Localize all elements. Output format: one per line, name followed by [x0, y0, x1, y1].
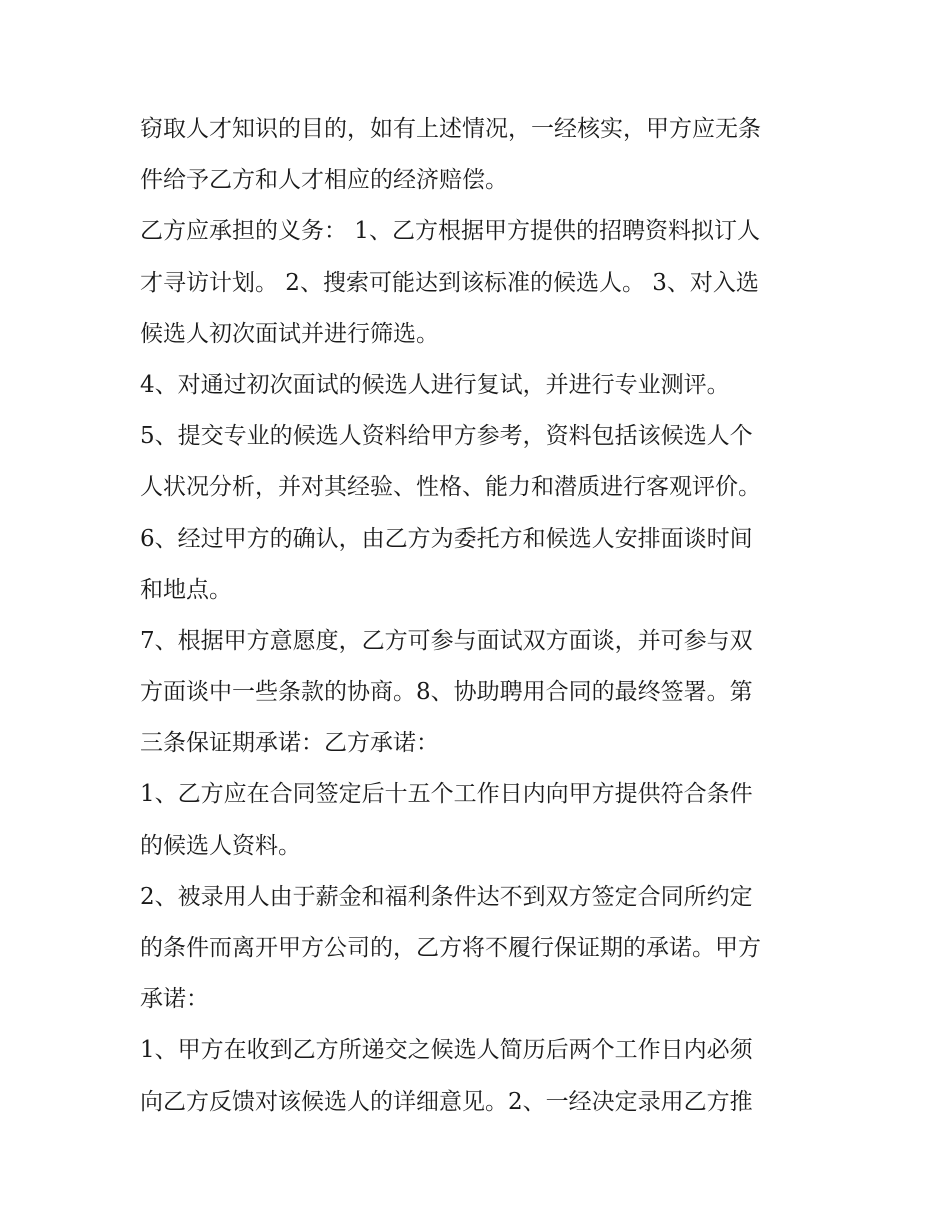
text-line: 7、根据甲方意愿度，乙方可参与面试双方面谈，并可参与双: [140, 627, 753, 654]
text-line: 乙方应承担的义务： 1、乙方根据甲方提供的招聘资料拟订人: [140, 218, 760, 245]
text-line: 候选人初次面试并进行筛选。: [140, 320, 439, 347]
text-line: 方面谈中一些条款的协商。8、协助聘用合同的最终签署。第: [140, 679, 753, 706]
text-line: 向乙方反馈对该候选人的详细意见。2、一经决定录用乙方推: [140, 1088, 753, 1115]
text-line: 和地点。: [140, 576, 232, 603]
text-line: 窃取人才知识的目的，如有上述情况，一经核实，甲方应无条: [140, 116, 761, 142]
text-line: 件给予乙方和人才相应的经济赔偿。: [140, 167, 508, 194]
text-line: 承诺：: [140, 986, 209, 1013]
document-body: [140, 104, 812, 1128]
text-line: 1、乙方应在合同签定后十五个工作日内向甲方提供符合条件: [140, 781, 753, 808]
text-line: 的候选人资料。: [140, 832, 301, 859]
text-line: 三条保证期承诺：乙方承诺：: [140, 730, 439, 757]
text-line: 5、提交专业的候选人资料给甲方参考，资料包括该候选人个: [140, 423, 753, 450]
text-line: 才寻访计划。 2、搜索可能达到该标准的候选人。 3、对入选: [140, 269, 759, 296]
text-line: 4、对通过初次面试的候选人进行复试，并进行专业测评。: [140, 371, 730, 398]
text-line: 6、经过甲方的确认，由乙方为委托方和候选人安排面谈时间: [140, 525, 753, 552]
text-line: 人状况分析，并对其经验、性格、能力和潜质进行客观评价。: [140, 474, 761, 501]
text-line: 的条件而离开甲方公司的，乙方将不履行保证期的承诺。甲方: [140, 935, 761, 961]
text-line: 1、甲方在收到乙方所递交之候选人简历后两个工作日内必须: [140, 1037, 753, 1064]
text-line: 2、被录用人由于薪金和福利条件达不到双方签定合同所约定: [140, 883, 753, 910]
